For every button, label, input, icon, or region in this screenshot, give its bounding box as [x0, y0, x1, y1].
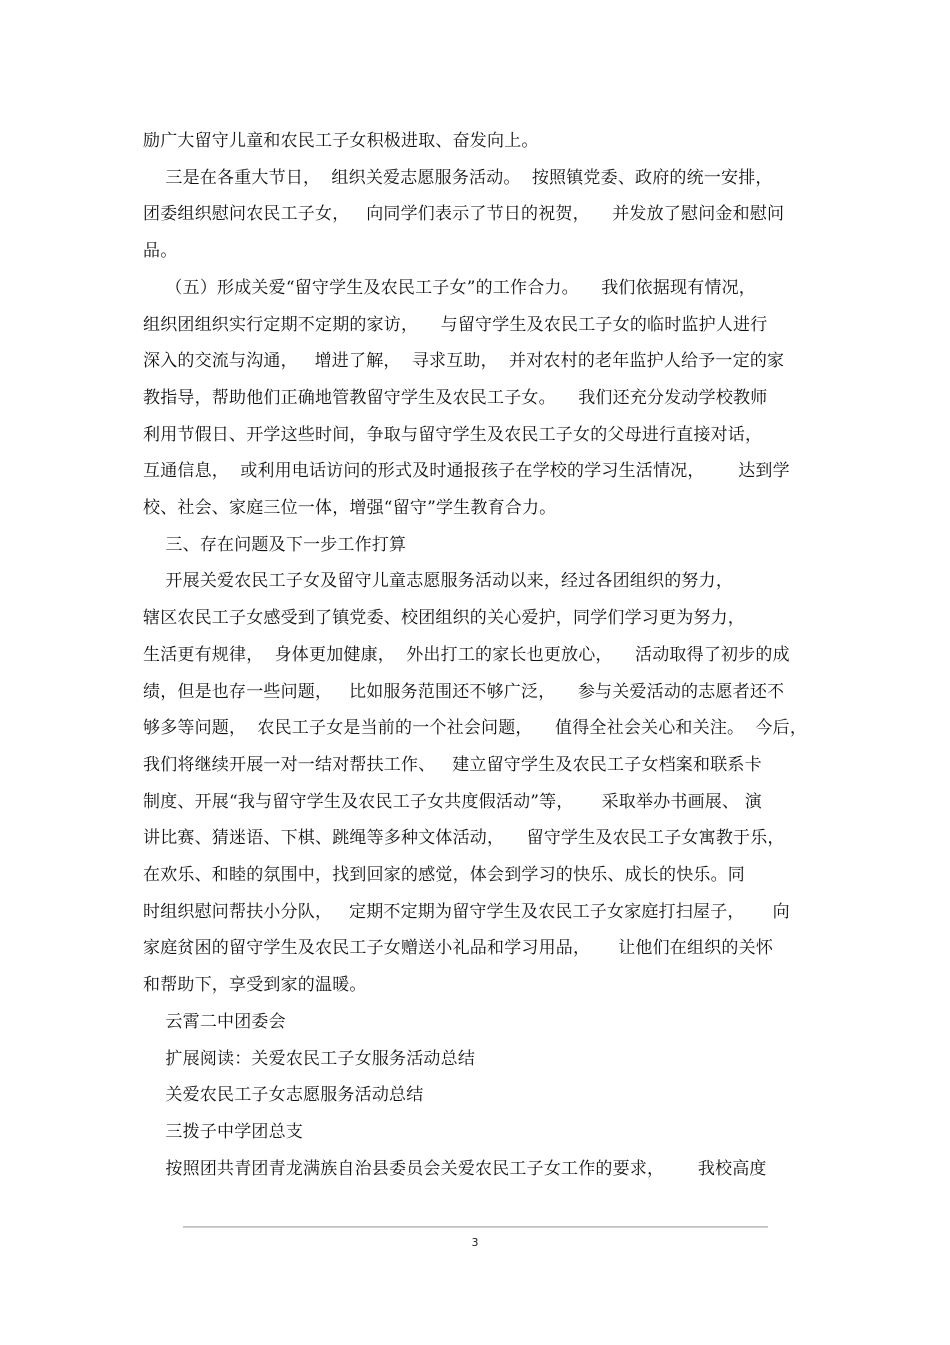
text-line: 互通信息， 或利用电话访问的形式及时通报孩子在学校的学习生活情况， 达到学: [143, 461, 790, 482]
text-line: 励广大留守儿童和农民工子女积极进取、奋发向上。: [143, 131, 539, 151]
text-line: （五）形成关爱“留守学生及农民工子女”的工作合力。 我们依据现有情况，: [143, 277, 757, 298]
text-line: 生活更有规律， 身体更加健康， 外出打工的家长也更放心， 活动取得了初步的成: [143, 644, 790, 665]
text-line: 深入的交流与沟通， 增进了解， 寻求互助， 并对农村的老年监护人给予一定的家: [143, 351, 785, 372]
text-line: 讲比赛、猜迷语、下棋、跳绳等多种文体活动， 留守学生及农民工子女寓教于乐，: [143, 828, 785, 849]
text-line: 在欢乐、和睦的氛围中，找到回家的感觉，体会到学习的快乐、成长的快乐。同: [143, 865, 745, 885]
text-line: 制度、开展“我与留守学生及农民工子女共度假活动”等， 采取举办书画展、 演: [143, 791, 763, 812]
text-line: 够多等问题， 农民工子女是当前的一个社会问题， 值得全社会关心和关注。 今后，: [143, 718, 808, 739]
text-line: 家庭贫困的留守学生及农民工子女赠送小礼品和学习用品， 让他们在组织的关怀: [143, 938, 774, 959]
text-line: 三拨子中学团总支: [143, 1121, 304, 1142]
text-line: 校、社会、家庭三位一体，增强“留守”学生教育合力。: [143, 498, 557, 518]
text-line: 云霄二中团委会: [143, 1011, 286, 1032]
text-line: 组织团组织实行定期不定期的家访， 与留守学生及农民工子女的临时监护人进行: [143, 314, 768, 335]
text-line: 开展关爱农民工子女及留守儿童志愿服务活动以来，经过各团组织的努力，: [143, 571, 734, 592]
text-line: 我们将继续开展一对一结对帮扶工作、 建立留守学生及农民工子女档案和联系卡: [143, 754, 762, 775]
text-line: 扩展阅读：关爱农民工子女服务活动总结: [143, 1048, 476, 1069]
text-line: 按照团共青团青龙满族自治县委员会关爱农民工子女工作的要求， 我校高度: [143, 1158, 767, 1179]
text-line: 关爱农民工子女志愿服务活动总结: [143, 1085, 424, 1106]
text-line: 团委组织慰问农民工子女， 向同学们表示了节日的祝贺， 并发放了慰问金和慰问: [143, 204, 785, 225]
text-line: 辖区农民工子女感受到了镇党委、校团组织的关心爱护，同学们学习更为努力，: [143, 608, 745, 629]
footer-divider: [183, 1226, 768, 1228]
text-line: 利用节假日、开学这些时间，争取与留守学生及农民工子女的父母进行直接对话，: [143, 424, 763, 445]
text-line: 和帮助下，享受到家的温暖。: [143, 975, 367, 996]
text-line: 绩，但是也存一些问题， 比如服务范围还不够广泛， 参与关爱活动的志愿者还不: [143, 681, 785, 702]
text-line: 时组织慰问帮扶小分队， 定期不定期为留守学生及农民工子女家庭打扫屋子， 向: [143, 901, 790, 922]
text-line: 教指导，帮助他们正确地管教留守学生及农民工子女。 我们还充分发动学校教师: [143, 387, 768, 408]
text-line: 三、存在问题及下一步工作打算: [143, 534, 407, 555]
page-number: 3: [471, 1236, 479, 1249]
text-line: 品。: [143, 241, 178, 262]
text-line: 三是在各重大节日， 组织关爱志愿服务活动。 按照镇党委、政府的统一安排，: [143, 167, 773, 188]
